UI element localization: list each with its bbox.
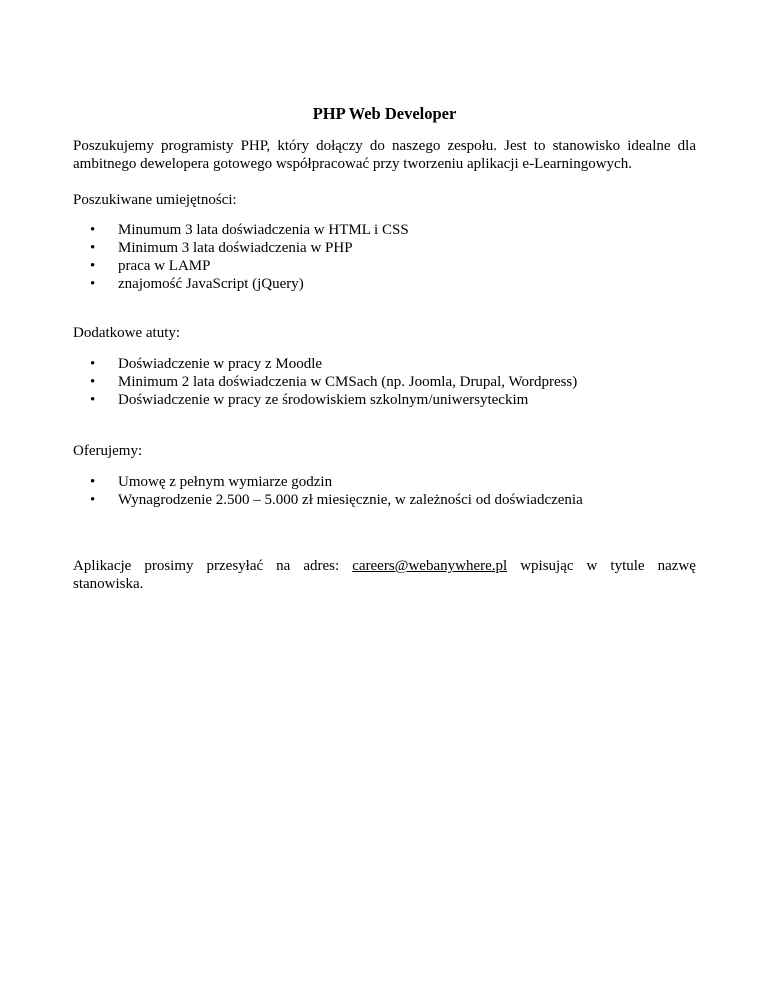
bullet-icon: • bbox=[90, 240, 96, 256]
bullet-icon: • bbox=[90, 492, 96, 508]
intro-paragraph: Poszukujemy programisty PHP, który dołączy do naszego zespołu. Jest to stanowisko idealne dla ambitnego dewelopera gotowego współpracować przy tworzeniu aplikacji e-Learningowych. bbox=[73, 138, 696, 172]
footer-line-2: stanowiska. bbox=[73, 576, 144, 592]
footer-word: przesyłać bbox=[206, 558, 264, 574]
list-item bbox=[73, 373, 696, 391]
bullet-icon: • bbox=[90, 392, 96, 408]
list-item bbox=[73, 473, 696, 491]
list-item-text: Minimum 2 lata doświadczenia w CMSach (np. Joomla, Drupal, Wordpress) bbox=[118, 374, 578, 390]
skills-heading: Poszukiwane umiejętności: bbox=[73, 192, 237, 208]
bullet-icon: • bbox=[90, 474, 96, 490]
list-item-text: znajomość JavaScript (jQuery) bbox=[118, 276, 304, 292]
extras-heading: Dodatkowe atuty: bbox=[73, 325, 181, 341]
list-item-text: Wynagrodzenie 2.500 – 5.000 zł miesięcznie, w zależności od doświadczenia bbox=[118, 492, 583, 508]
list-item-text: Umowę z pełnym wymiarze godzin bbox=[118, 474, 333, 490]
list-item-text: praca w LAMP bbox=[118, 258, 211, 274]
list-item-text: Doświadczenie w pracy z Moodle bbox=[118, 356, 323, 372]
offer-list bbox=[73, 473, 696, 509]
bullet-icon: • bbox=[90, 356, 96, 372]
footer-word: nazwę bbox=[657, 558, 696, 574]
offer-heading: Oferujemy: bbox=[73, 443, 143, 459]
bullet-icon: • bbox=[90, 258, 96, 274]
footer-word: w bbox=[586, 558, 598, 574]
footer-line-1 bbox=[73, 557, 696, 575]
list-item bbox=[73, 275, 696, 293]
footer-word: tytule bbox=[610, 558, 645, 574]
list-item bbox=[73, 355, 696, 373]
bullet-icon: • bbox=[90, 374, 96, 390]
footer-word: prosimy bbox=[144, 558, 194, 574]
list-item bbox=[73, 391, 696, 409]
page-title: PHP Web Developer bbox=[312, 104, 457, 123]
bullet-icon: • bbox=[90, 276, 96, 292]
list-item bbox=[73, 491, 696, 509]
email-link[interactable]: careers@webanywhere.pl bbox=[352, 558, 508, 574]
footer-word: na bbox=[276, 558, 291, 574]
list-item bbox=[73, 221, 696, 239]
footer-word: adres: bbox=[303, 558, 340, 574]
application-instructions bbox=[73, 557, 696, 593]
bullet-icon: • bbox=[90, 222, 96, 238]
list-item-text: Doświadczenie w pracy ze środowiskiem szkolnym/uniwersyteckim bbox=[118, 392, 529, 408]
footer-word: wpisując bbox=[520, 558, 574, 574]
footer-word: Aplikacje bbox=[73, 558, 132, 574]
list-item bbox=[73, 257, 696, 275]
list-item bbox=[73, 239, 696, 257]
list-item-text: Minimum 3 lata doświadczenia w PHP bbox=[118, 240, 353, 256]
list-item-text: Minumum 3 lata doświadczenia w HTML i CSS bbox=[118, 222, 409, 238]
extras-list bbox=[73, 355, 696, 409]
skills-list bbox=[73, 221, 696, 293]
